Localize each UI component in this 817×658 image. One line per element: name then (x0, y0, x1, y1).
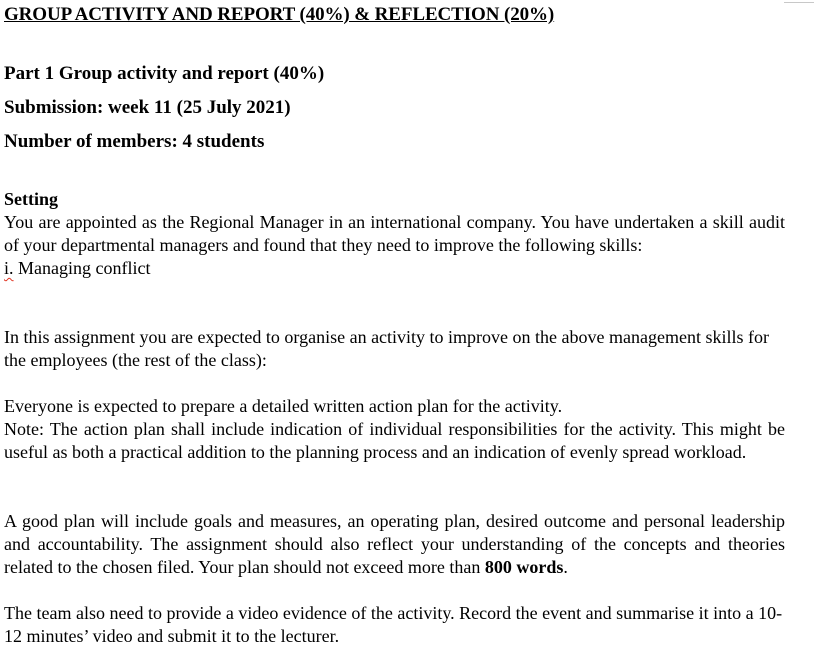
window-edge-decoration (784, 0, 814, 3)
setting-heading: Setting (4, 189, 58, 209)
setting-paragraph: You are appointed as the Regional Manager in an international company. You have undertaken a skill audit of your departmental managers and found that they need to improve the following skills: (4, 212, 785, 255)
submission-line: Submission: week 11 (25 July 2021) (4, 97, 291, 118)
members-line: Number of members: 4 students (4, 131, 265, 152)
plan-text-before: A good plan will include goals and measures, an operating plan, desired outcome and personal leadership and accountability. The assignment should also reflect your understanding of the concepts and theories related to the chosen filed. Your plan should not exceed more than (4, 511, 785, 577)
video-paragraph: The team also need to provide a video evidence of the activity. Record the event and summarise it into a 10-12 minutes’ video and submit it to the lecturer. (4, 603, 783, 646)
everyone-line: Everyone is expected to prepare a detailed written action plan for the activity. (4, 396, 563, 416)
plan-text-after: . (563, 557, 568, 577)
part-heading: Part 1 Group activity and report (40%) (4, 63, 325, 84)
skill-label: Managing conflict (13, 258, 151, 278)
action-plan-paragraph (4, 395, 785, 464)
skill-list-item (4, 257, 785, 280)
word-limit: 800 words (484, 557, 564, 577)
good-plan-paragraph (4, 510, 785, 579)
document-title: GROUP ACTIVITY AND REPORT (40%) & REFLECTION (20%) (4, 4, 555, 25)
assignment-paragraph: In this assignment you are expected to organise an activity to improve on the above management skills for the employees (the rest of the class): (4, 327, 769, 370)
skill-numeral: i. (4, 258, 14, 278)
note-text: Note: The action plan shall include indication of individual responsibilities for the activity. This might be useful as both a practical addition to the planning process and an indication of evenly spread workload. (4, 419, 785, 462)
